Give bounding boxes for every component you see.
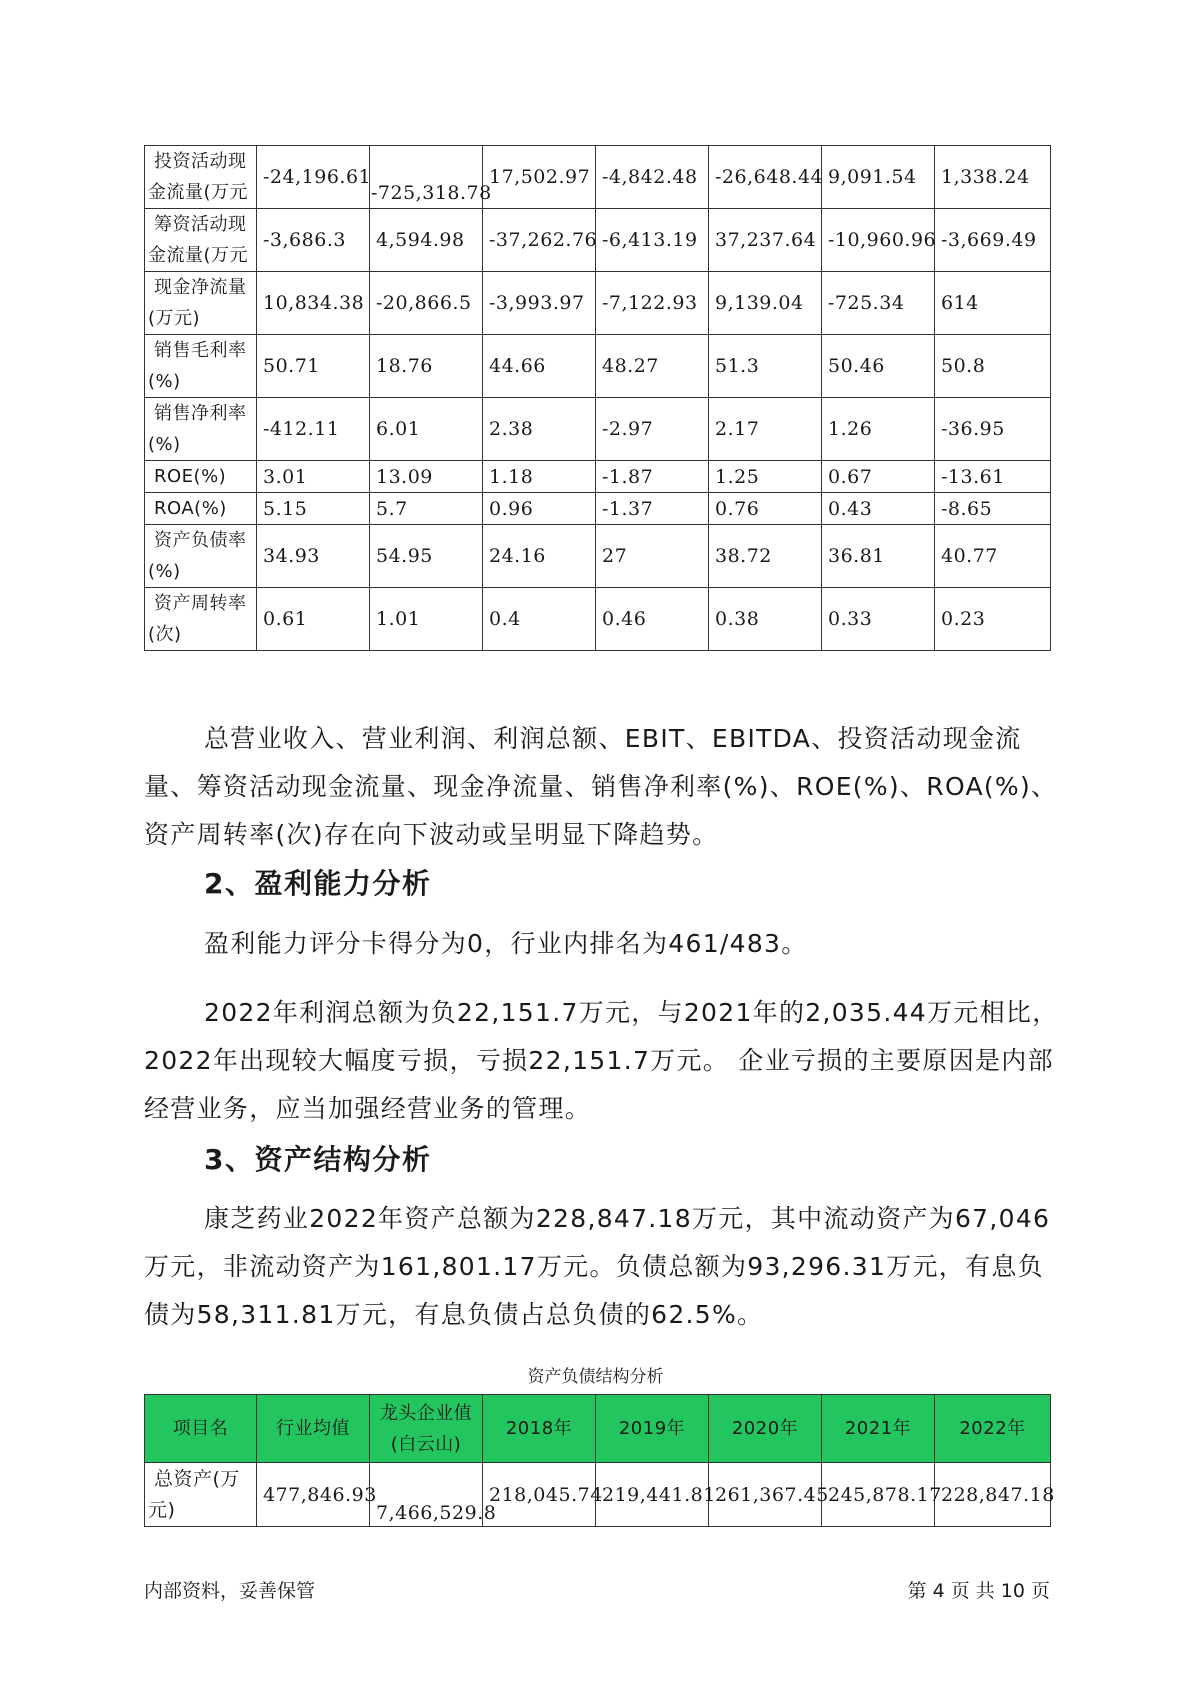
table-cell: 0.96 bbox=[483, 493, 596, 525]
section-heading-asset-structure: 3、资产结构分析 bbox=[204, 1143, 432, 1176]
table-cell: 5.15 bbox=[257, 493, 370, 525]
score-text: 盈利能力评分卡得分为0，行业内排名为461/483。 bbox=[204, 929, 808, 958]
table-cell: 228,847.18 bbox=[935, 1463, 1051, 1527]
table-cell: -2.97 bbox=[596, 398, 709, 461]
table-row bbox=[145, 493, 1051, 525]
table-cell: 1,338.24 bbox=[935, 146, 1051, 209]
row-label: 销售净利率(%) bbox=[145, 398, 257, 461]
table-cell: 10,834.38 bbox=[257, 272, 370, 335]
table-row bbox=[145, 588, 1051, 651]
table-cell: 5.7 bbox=[370, 493, 483, 525]
table-cell: -412.11 bbox=[257, 398, 370, 461]
header-cell: 2019年 bbox=[596, 1395, 709, 1463]
table-cell: 1.18 bbox=[483, 461, 596, 493]
table-cell: 9,091.54 bbox=[822, 146, 935, 209]
table-cell: 50.8 bbox=[935, 335, 1051, 398]
table-cell: 4,594.98 bbox=[370, 209, 483, 272]
table-cell: 0.43 bbox=[822, 493, 935, 525]
table-cell: 245,878.17 bbox=[822, 1463, 935, 1527]
table-row bbox=[145, 398, 1051, 461]
table-row bbox=[145, 335, 1051, 398]
header-cell: 2021年 bbox=[822, 1395, 935, 1463]
table-cell: 37,237.64 bbox=[709, 209, 822, 272]
table-cell: -1.37 bbox=[596, 493, 709, 525]
table-cell: -36.95 bbox=[935, 398, 1051, 461]
table-row bbox=[145, 461, 1051, 493]
table-cell: 13.09 bbox=[370, 461, 483, 493]
table-cell: -26,648.44 bbox=[709, 146, 822, 209]
table-cell: 0.76 bbox=[709, 493, 822, 525]
table-cell: 17,502.97 bbox=[483, 146, 596, 209]
table-cell: 0.23 bbox=[935, 588, 1051, 651]
table-cell: 1.25 bbox=[709, 461, 822, 493]
table-cell: -725.34 bbox=[822, 272, 935, 335]
table-cell: -7,122.93 bbox=[596, 272, 709, 335]
header-cell: 2020年 bbox=[709, 1395, 822, 1463]
row-label: 资产负债率(%) bbox=[145, 525, 257, 588]
table-cell: -37,262.76 bbox=[483, 209, 596, 272]
table-cell: 50.46 bbox=[822, 335, 935, 398]
footer-confidential-note: 内部资料，妥善保管 bbox=[144, 1580, 316, 1602]
asset-text: 康芝药业2022年资产总额为228,847.18万元，其中流动资产为67,046万元，非流动资产为161,801.17万元。负债总额为93,296.31万元，有息负债为58,311.81万元，有息负债占总负债的62.5%。 bbox=[144, 1204, 1051, 1329]
table-cell: -20,866.5 bbox=[370, 272, 483, 335]
table-cell: -8.65 bbox=[935, 493, 1051, 525]
financial-indicators-table bbox=[144, 145, 1051, 651]
table-cell: 9,139.04 bbox=[709, 272, 822, 335]
row-label: 现金净流量(万元) bbox=[145, 272, 257, 335]
table-cell: 51.3 bbox=[709, 335, 822, 398]
table-cell: 3.01 bbox=[257, 461, 370, 493]
table-row bbox=[145, 272, 1051, 335]
table-cell: 219,441.81 bbox=[596, 1463, 709, 1527]
table-cell: 18.76 bbox=[370, 335, 483, 398]
table-cell: -10,960.96 bbox=[822, 209, 935, 272]
trend-text: 总营业收入、营业利润、利润总额、EBIT、EBITDA、投资活动现金流量、筹资活动现金流量、现金净流量、销售净利率(%)、ROE(%)、ROA(%)、资产周转率(次)存在向下波动或呈明显下降趋势。 bbox=[144, 724, 1058, 849]
table-cell: 44.66 bbox=[483, 335, 596, 398]
table-cell: 2.38 bbox=[483, 398, 596, 461]
table-row bbox=[145, 209, 1051, 272]
table-cell: 27 bbox=[596, 525, 709, 588]
table-cell: 1.01 bbox=[370, 588, 483, 651]
table-cell: 36.81 bbox=[822, 525, 935, 588]
table-cell: 40.77 bbox=[935, 525, 1051, 588]
row-label: 总资产(万元) bbox=[145, 1463, 257, 1527]
table-cell: 614 bbox=[935, 272, 1051, 335]
header-cell: 2022年 bbox=[935, 1395, 1051, 1463]
header-cell: 项目名 bbox=[145, 1395, 257, 1463]
score-paragraph bbox=[144, 920, 1064, 968]
table-cell: -4,842.48 bbox=[596, 146, 709, 209]
table-cell: 7,466,529.8 bbox=[370, 1463, 483, 1527]
table-caption: 资产负债结构分析 bbox=[527, 1367, 664, 1387]
table-cell: -3,993.97 bbox=[483, 272, 596, 335]
section-heading-profitability: 2、盈利能力分析 bbox=[204, 867, 432, 900]
table-cell: 0.61 bbox=[257, 588, 370, 651]
table-cell: 1.26 bbox=[822, 398, 935, 461]
trend-paragraph bbox=[144, 715, 1064, 859]
table-cell: -725,318.78 bbox=[370, 146, 483, 209]
row-label: 筹资活动现金流量(万元 bbox=[145, 209, 257, 272]
row-label: ROE(%) bbox=[145, 461, 257, 493]
table-cell: 2.17 bbox=[709, 398, 822, 461]
table-row bbox=[145, 1463, 1051, 1527]
footer-page-number: 第 4 页 共 10 页 bbox=[907, 1580, 1050, 1602]
row-label: 资产周转率(次) bbox=[145, 588, 257, 651]
header-cell: 龙头企业值(白云山) bbox=[370, 1395, 483, 1463]
table-cell: 261,367.45 bbox=[709, 1463, 822, 1527]
asset-liability-table bbox=[144, 1394, 1055, 1527]
table-cell: -24,196.61 bbox=[257, 146, 370, 209]
table-row bbox=[145, 146, 1051, 209]
header-cell: 行业均值 bbox=[257, 1395, 370, 1463]
table-cell: 50.71 bbox=[257, 335, 370, 398]
table-cell: 48.27 bbox=[596, 335, 709, 398]
table-cell: 6.01 bbox=[370, 398, 483, 461]
table-cell: 34.93 bbox=[257, 525, 370, 588]
table-cell: -1.87 bbox=[596, 461, 709, 493]
table-cell: 0.46 bbox=[596, 588, 709, 651]
table-cell: 218,045.74 bbox=[483, 1463, 596, 1527]
table-cell: 0.4 bbox=[483, 588, 596, 651]
table-row bbox=[145, 525, 1051, 588]
table-cell: 477,846.93 bbox=[257, 1463, 370, 1527]
table-cell: 38.72 bbox=[709, 525, 822, 588]
row-label: 销售毛利率(%) bbox=[145, 335, 257, 398]
header-cell: 2018年 bbox=[483, 1395, 596, 1463]
table-cell: -3,669.49 bbox=[935, 209, 1051, 272]
profit-text: 2022年利润总额为负22,151.7万元，与2021年的2,035.44万元相比，2022年出现较大幅度亏损，亏损22,151.7万元。 企业亏损的主要原因是内部经营业务，应当加强经营业务的管理。 bbox=[144, 998, 1059, 1123]
asset-paragraph bbox=[144, 1195, 1064, 1339]
table-cell: -3,686.3 bbox=[257, 209, 370, 272]
table-header-row bbox=[145, 1395, 1051, 1463]
table-cell: 0.67 bbox=[822, 461, 935, 493]
table-cell: 0.38 bbox=[709, 588, 822, 651]
row-label: 投资活动现金流量(万元 bbox=[145, 146, 257, 209]
profit-paragraph bbox=[144, 989, 1064, 1133]
row-label: ROA(%) bbox=[145, 493, 257, 525]
table-cell: -6,413.19 bbox=[596, 209, 709, 272]
table-cell: 24.16 bbox=[483, 525, 596, 588]
table-cell: 0.33 bbox=[822, 588, 935, 651]
table-cell: -13.61 bbox=[935, 461, 1051, 493]
table-cell: 54.95 bbox=[370, 525, 483, 588]
